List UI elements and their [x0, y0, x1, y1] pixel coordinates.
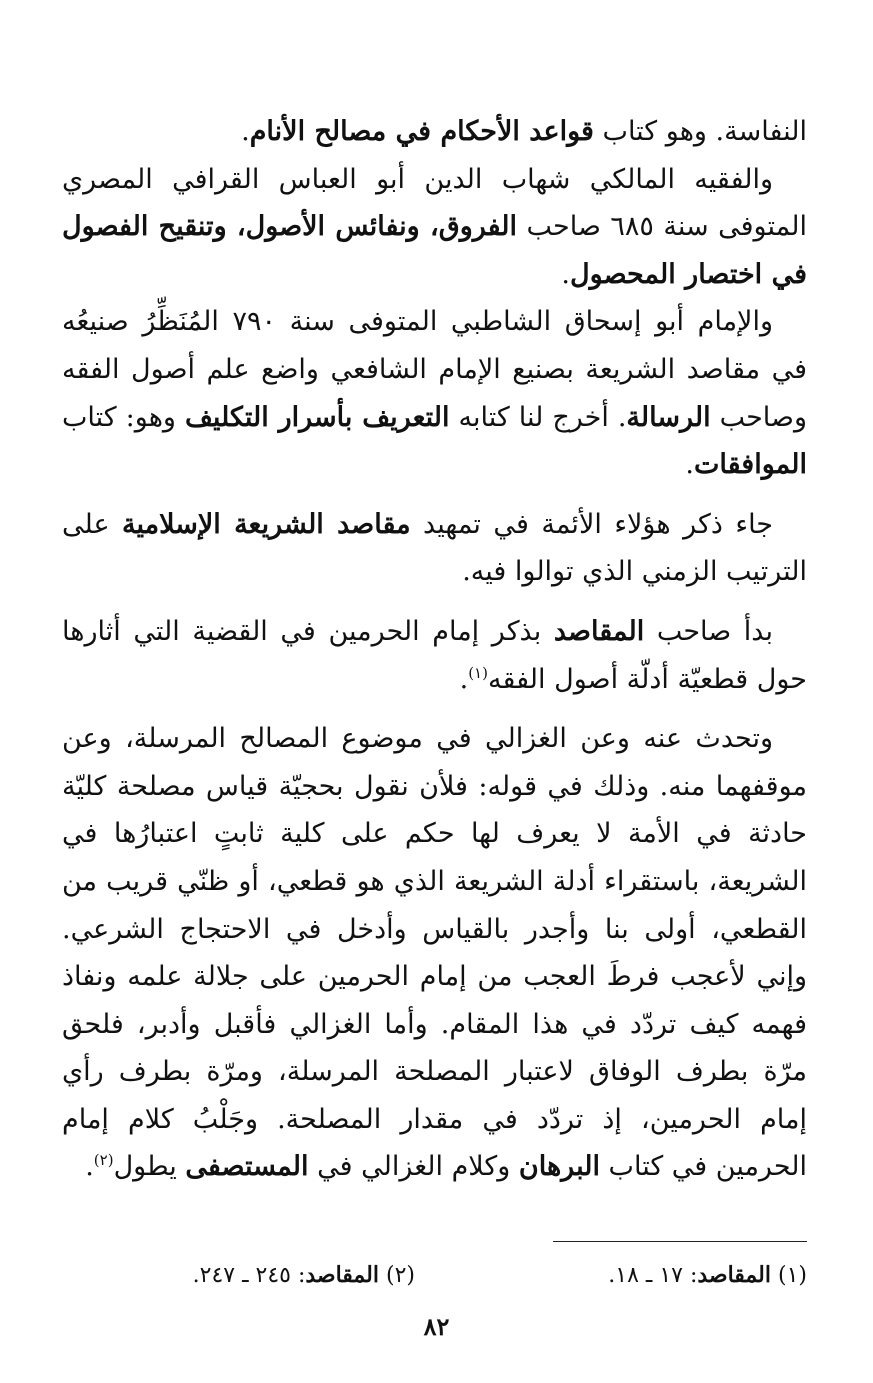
text-run: والفقيه المالكي شهاب الدين أبو العباس القرافي المصري المتوفى سنة ٦٨٥ صاحب [62, 163, 807, 243]
text-run: النفاسة. وهو كتاب [593, 116, 807, 147]
text-run: . [241, 116, 250, 147]
paragraph-gap [62, 703, 807, 715]
paragraph-3 [62, 298, 807, 488]
book-title: الفروق، ونفائس الأصول، وتنقيح الفصول في اختصار المحصول [62, 211, 807, 290]
text-run: . [459, 663, 469, 695]
text-run: . [561, 258, 571, 290]
book-title: مقاصد الشريعة الإسلامية [122, 508, 411, 540]
text-run: وكلام الغزالي في [308, 1151, 519, 1183]
book-title: المستصفى [185, 1151, 309, 1183]
footnote-marker[interactable]: (١) [468, 663, 488, 682]
paragraph-5 [62, 608, 807, 703]
text-run: . أخرج لنا كتابه [449, 401, 627, 433]
book-title: المقاصد [553, 615, 645, 647]
book-title: قواعد الأحكام في مصالح الأنام [249, 116, 594, 147]
paragraph-6 [62, 715, 807, 1191]
text-run: وتحدث عنه وعن الغزالي في موضوع المصالح المرسلة، وعن موقفهما منه. وذلك في قوله: فلأن نقول بحجيّة قياس مصلحة كليّة حادثة في الأمة لا يعرف لها حكم على كلية ثابتٍ اعتبارُها في الشريعة، باستقراء أدلة الشريعة الذي هو قطعي، أو ظنّي قريب من القطعي، أولى بنا وأجدر بالقياس وأدخل في الاحتجاج الشرعي. وإني لأعجب فرطَ العجب من إمام الحرمين على جلالة علمه ونفاذ فهمه كيف تردّد في هذا المقام. وأما الغزالي فأقبل وأدبر، فلحق مرّة بطرف الوفاق لاعتبار المصلحة المرسلة، ومرّة بطرف رأي إمام الحرمين، إذ تردّد في مقدار المصلحة. وجَلْبُ كلام إمام الحرمين في كتاب [62, 723, 807, 1183]
text-run: والإمام أبو إسحاق الشاطبي المتوفى سنة ٧٩٠ المُنَظِّرُ صنيعُه في مقاصد الشريعة بصنيع الإمام الشافعي واضع علم أصول الفقه وصاحب [62, 306, 808, 433]
page-number: ٨٢ [423, 1312, 450, 1341]
paragraph-gap [62, 489, 807, 501]
book-title: الموافقات [694, 449, 807, 481]
footnote-source: المقاصد [697, 1262, 771, 1288]
paragraph-2 [62, 156, 807, 299]
footnote-number: (١) [777, 1263, 807, 1288]
text-run: بدأ صاحب [644, 615, 773, 647]
footnote-2 [193, 1258, 415, 1293]
book-title: البرهان [518, 1151, 600, 1183]
footnote-reference: : ٢٤٥ ـ ٢٤٧. [192, 1263, 306, 1288]
main-text [62, 108, 807, 1191]
paragraph-1 [62, 108, 807, 156]
book-title: التعريف بأسرار التكليف [184, 401, 450, 433]
text-run: . [685, 449, 694, 481]
text-run: بذكر إمام الحرمين في القضية التي أثارها حول قطعيّة أدلّة أصول الفقه [62, 615, 807, 695]
footnote-source: المقاصد [305, 1262, 379, 1288]
text-run: وهو: كتاب [62, 401, 185, 433]
paragraph-4 [62, 501, 807, 596]
text-run: على الترتيب الزمني الذي توالوا فيه. [62, 508, 807, 588]
footnote-number: (٢) [385, 1263, 415, 1288]
footnote-1 [608, 1258, 807, 1293]
paragraph-gap [62, 596, 807, 608]
footnote-reference: : ١٧ ـ ١٨. [608, 1263, 698, 1288]
footnote-separator [553, 1241, 807, 1242]
footnote-marker[interactable]: (٢) [93, 1151, 114, 1170]
book-title: الرسالة [626, 401, 711, 433]
text-run: جاء ذكر هؤلاء الأئمة في تمهيد [410, 508, 773, 540]
text-run: يطول [113, 1151, 186, 1183]
text-run: . [85, 1151, 94, 1183]
